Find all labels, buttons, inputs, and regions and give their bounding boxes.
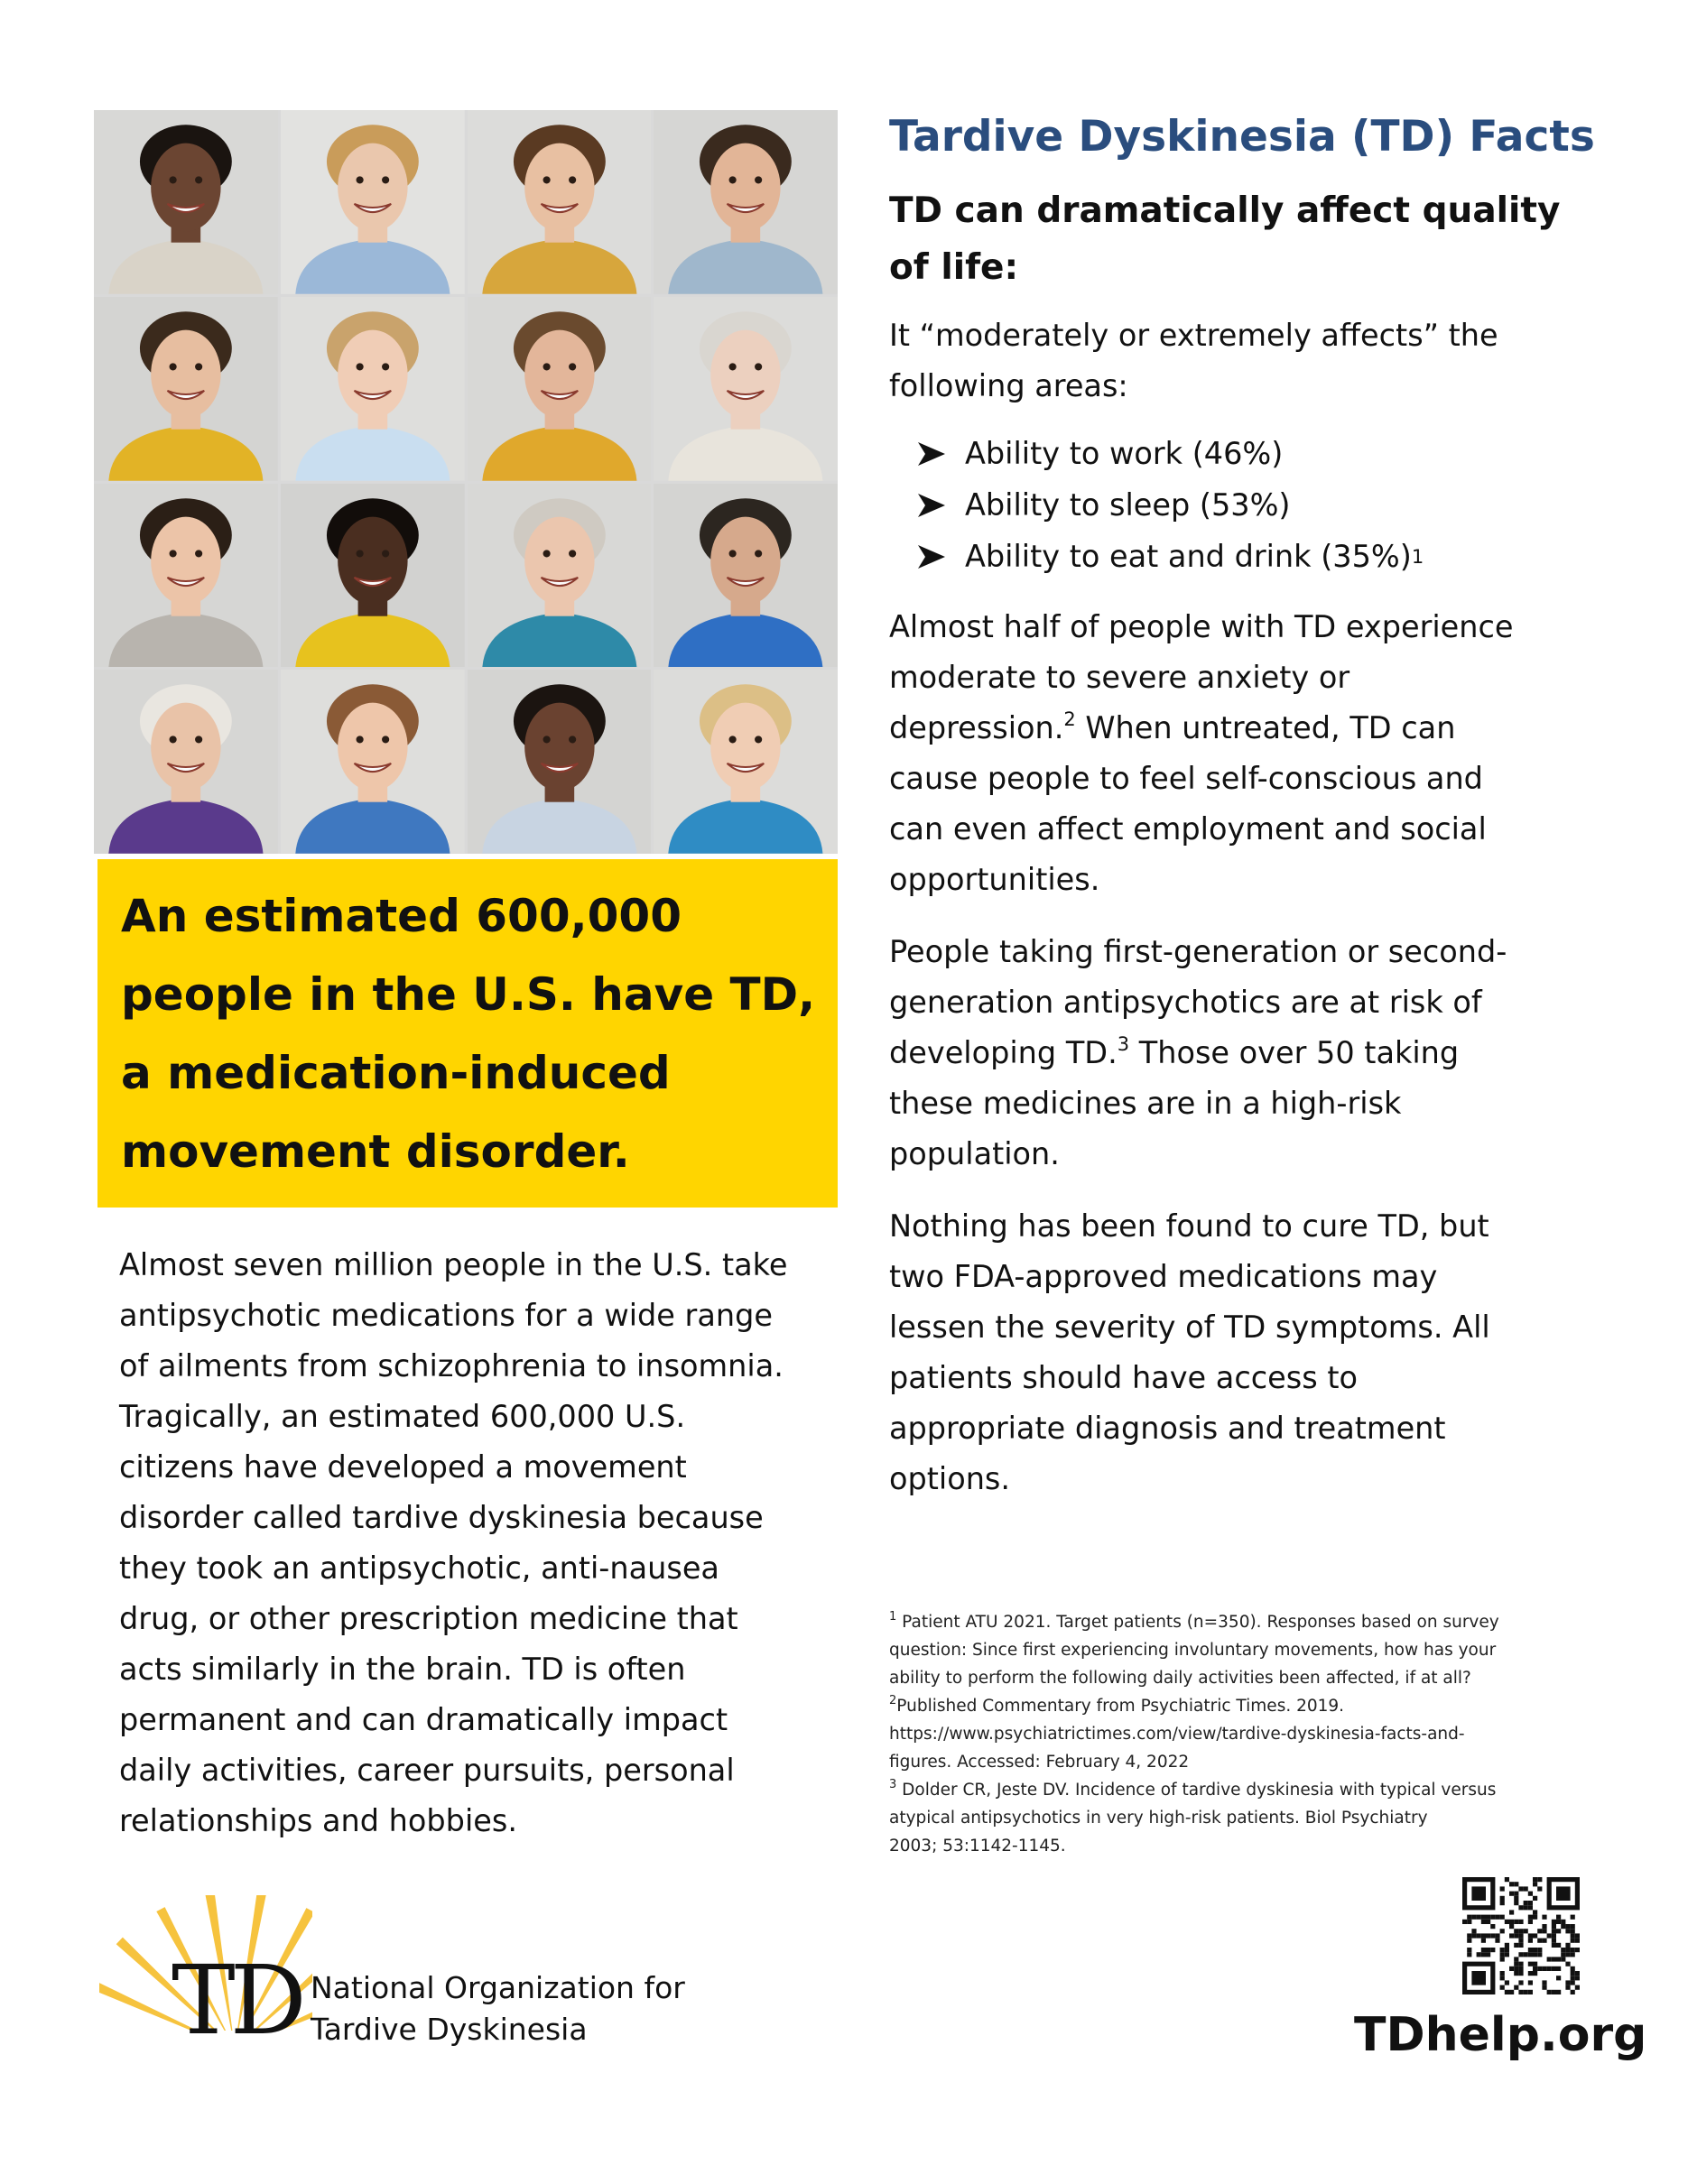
impact-list (916, 428, 1629, 582)
portrait-photo (281, 110, 465, 294)
portrait-photo (654, 484, 838, 668)
portrait-photo (94, 484, 278, 668)
arrow-bullet-icon (916, 543, 947, 570)
portrait-photo (94, 670, 278, 854)
list-item: Ability to eat and drink (35%) 1 (916, 531, 1629, 582)
facts-subtitle: TD can dramatically affect quality of life: (889, 190, 1561, 288)
portrait-photo (654, 110, 838, 294)
footnote-mark: 1 (889, 1610, 897, 1624)
footnote-ref: 2 (1063, 708, 1076, 730)
list-item-text: Ability to sleep (53%) (965, 487, 1291, 523)
facts-intro: It “moderately or extremely affects” the following areas: (889, 318, 1498, 403)
portrait-photo (468, 297, 652, 481)
footnote-ref: 3 (1117, 1033, 1130, 1055)
logo-letters: TD (172, 1945, 301, 2056)
anxiety-text-cont: When untreated, TD can cause people to feel self-conscious and can even affect employment and social opportunities. (889, 710, 1487, 897)
list-item-text: Ability to eat and drink (35%) (965, 539, 1412, 574)
risk-text: People taking first-generation or second- generation antipsychotics are at risk of developing TD. (889, 934, 1507, 1070)
footnote-1: Patient ATU 2021. Target patients (n=350). Responses based on survey question: Since first experiencing involuntary movements, how has your ability to perform the following daily activities been affected, if at all? (889, 1613, 1499, 1688)
highlight-box (97, 859, 838, 1208)
portrait-photo (281, 670, 465, 854)
footnote-mark: 2 (889, 1694, 897, 1707)
anxiety-text: Almost half of people with TD experience moderate to severe anxiety or depression. (889, 609, 1514, 745)
footnote-2: Published Commentary from Psychiatric Times. 2019. https://www.psychiatrictimes.com/view/tardive-dyskinesia-facts-and- figures. Accessed: February 4, 2022 (889, 1697, 1465, 1772)
page-title: Tardive Dyskinesia (TD) Facts (889, 112, 1595, 162)
risk-paragraph (889, 927, 1629, 1180)
anxiety-paragraph (889, 602, 1629, 905)
website-link[interactable]: TDhelp.org (1354, 2008, 1647, 2062)
organization-name: National Organization for Tardive Dyskinesia (311, 1970, 685, 2047)
portrait-grid (94, 110, 838, 854)
highlight-text: An estimated 600,000 people in the U.S. have TD, a medication-induced movement disorder. (121, 890, 816, 1178)
facts-column (889, 108, 1629, 1504)
qr-code-icon (1462, 1877, 1580, 1994)
portrait-photo (654, 297, 838, 481)
arrow-bullet-icon (916, 492, 947, 519)
organization-logo (99, 1895, 713, 2058)
intro-paragraph: Almost seven million people in the U.S. take antipsychotic medications for a wide range of ailments from schizophrenia to insomnia. Tragically, an estimated 600,000 U.S. citizens have developed a movement disorder called tardive dyskinesia because they took an antipsychotic, anti-nausea drug, or other prescription medicine that acts similarly in the brain. TD is often permanent and can dramatically impact daily activities, career pursuits, personal relationships and hobbies. (119, 1247, 788, 1838)
portrait-photo (468, 670, 652, 854)
treatment-paragraph: Nothing has been found to cure TD, but two FDA-approved medications may lessen the severity of TD symptoms. All patients should have access to appropriate diagnosis and treatment options. (889, 1208, 1490, 1496)
list-item (916, 428, 1629, 479)
portrait-photo (94, 297, 278, 481)
arrow-bullet-icon (916, 440, 947, 467)
list-item (916, 479, 1629, 531)
portrait-photo (468, 110, 652, 294)
risk-text-cont: Those over 50 taking these medicines are in a high-risk population. (889, 1035, 1460, 1171)
footnotes (889, 1608, 1539, 1860)
portrait-photo (281, 484, 465, 668)
portrait-photo (468, 484, 652, 668)
footnote-mark: 3 (889, 1778, 897, 1791)
footnote-3: Dolder CR, Jeste DV. Incidence of tardive dyskinesia with typical versus atypical antipsychotics in very high-risk patients. Biol Psychiatry 2003; 53:1142-1145. (889, 1781, 1497, 1855)
portrait-photo (281, 297, 465, 481)
portrait-photo (94, 110, 278, 294)
list-item-text: Ability to work (46%) (965, 436, 1284, 471)
portrait-photo (654, 670, 838, 854)
